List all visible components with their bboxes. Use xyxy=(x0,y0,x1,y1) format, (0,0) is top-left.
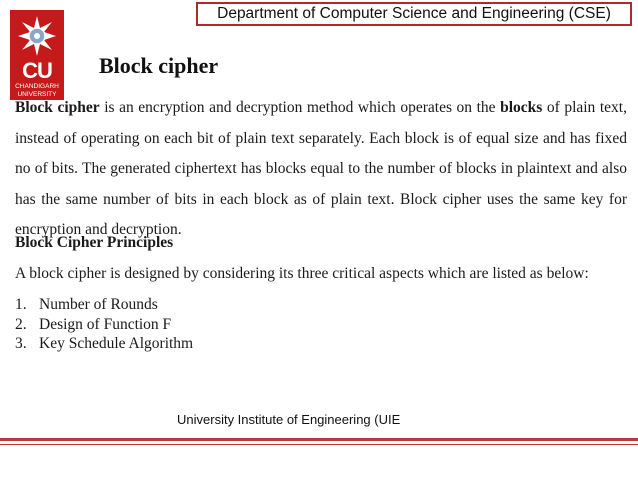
list-item-number: 2. xyxy=(15,315,27,333)
slide-title: Block cipher xyxy=(99,53,219,78)
list-item xyxy=(15,295,193,315)
list-item-text: Design of Function F xyxy=(39,315,172,333)
department-header xyxy=(196,2,632,26)
principles-subheading: Block Cipher Principles xyxy=(15,234,174,251)
footer-divider-thin xyxy=(0,444,638,445)
university-logo xyxy=(10,10,64,100)
list-item-text: Key Schedule Algorithm xyxy=(39,335,194,352)
list-item xyxy=(15,334,193,354)
list-item-number: 3. xyxy=(15,335,27,352)
paragraph-text-1: is an encryption and decryption method which operates on the xyxy=(99,99,501,116)
paragraph-term: Block cipher xyxy=(15,99,100,116)
logo-emblem-icon xyxy=(10,10,64,62)
definition-paragraph xyxy=(15,93,627,246)
logo-mark: CU xyxy=(22,58,52,83)
paragraph-text-2: of plain text, instead of operating on each bit of plain text separately. Each block is of equal size and has fixed no of bits. The generated ciphertext has blocks equal to the number of blocks in plaintext and also has the same number of bits in each block as of plain text. Block cipher uses the same key for encryption and decryption. xyxy=(15,99,627,238)
paragraph-bold-word: blocks xyxy=(500,99,543,116)
principles-intro: A block cipher is designed by considering its three critical aspects which are listed as below: xyxy=(15,265,589,282)
footer-institute: University Institute of Engineering (UIE xyxy=(177,412,401,427)
logo-university-name: CHANDIGARH UNIVERSITY xyxy=(15,83,59,98)
list-item-text: Number of Rounds xyxy=(39,296,158,313)
list-item-number: 1. xyxy=(15,296,27,313)
principles-list xyxy=(15,295,193,354)
department-title: Department of Computer Science and Engineering (CSE) xyxy=(217,5,611,22)
footer-divider-thick xyxy=(0,438,638,441)
list-item xyxy=(15,315,193,335)
